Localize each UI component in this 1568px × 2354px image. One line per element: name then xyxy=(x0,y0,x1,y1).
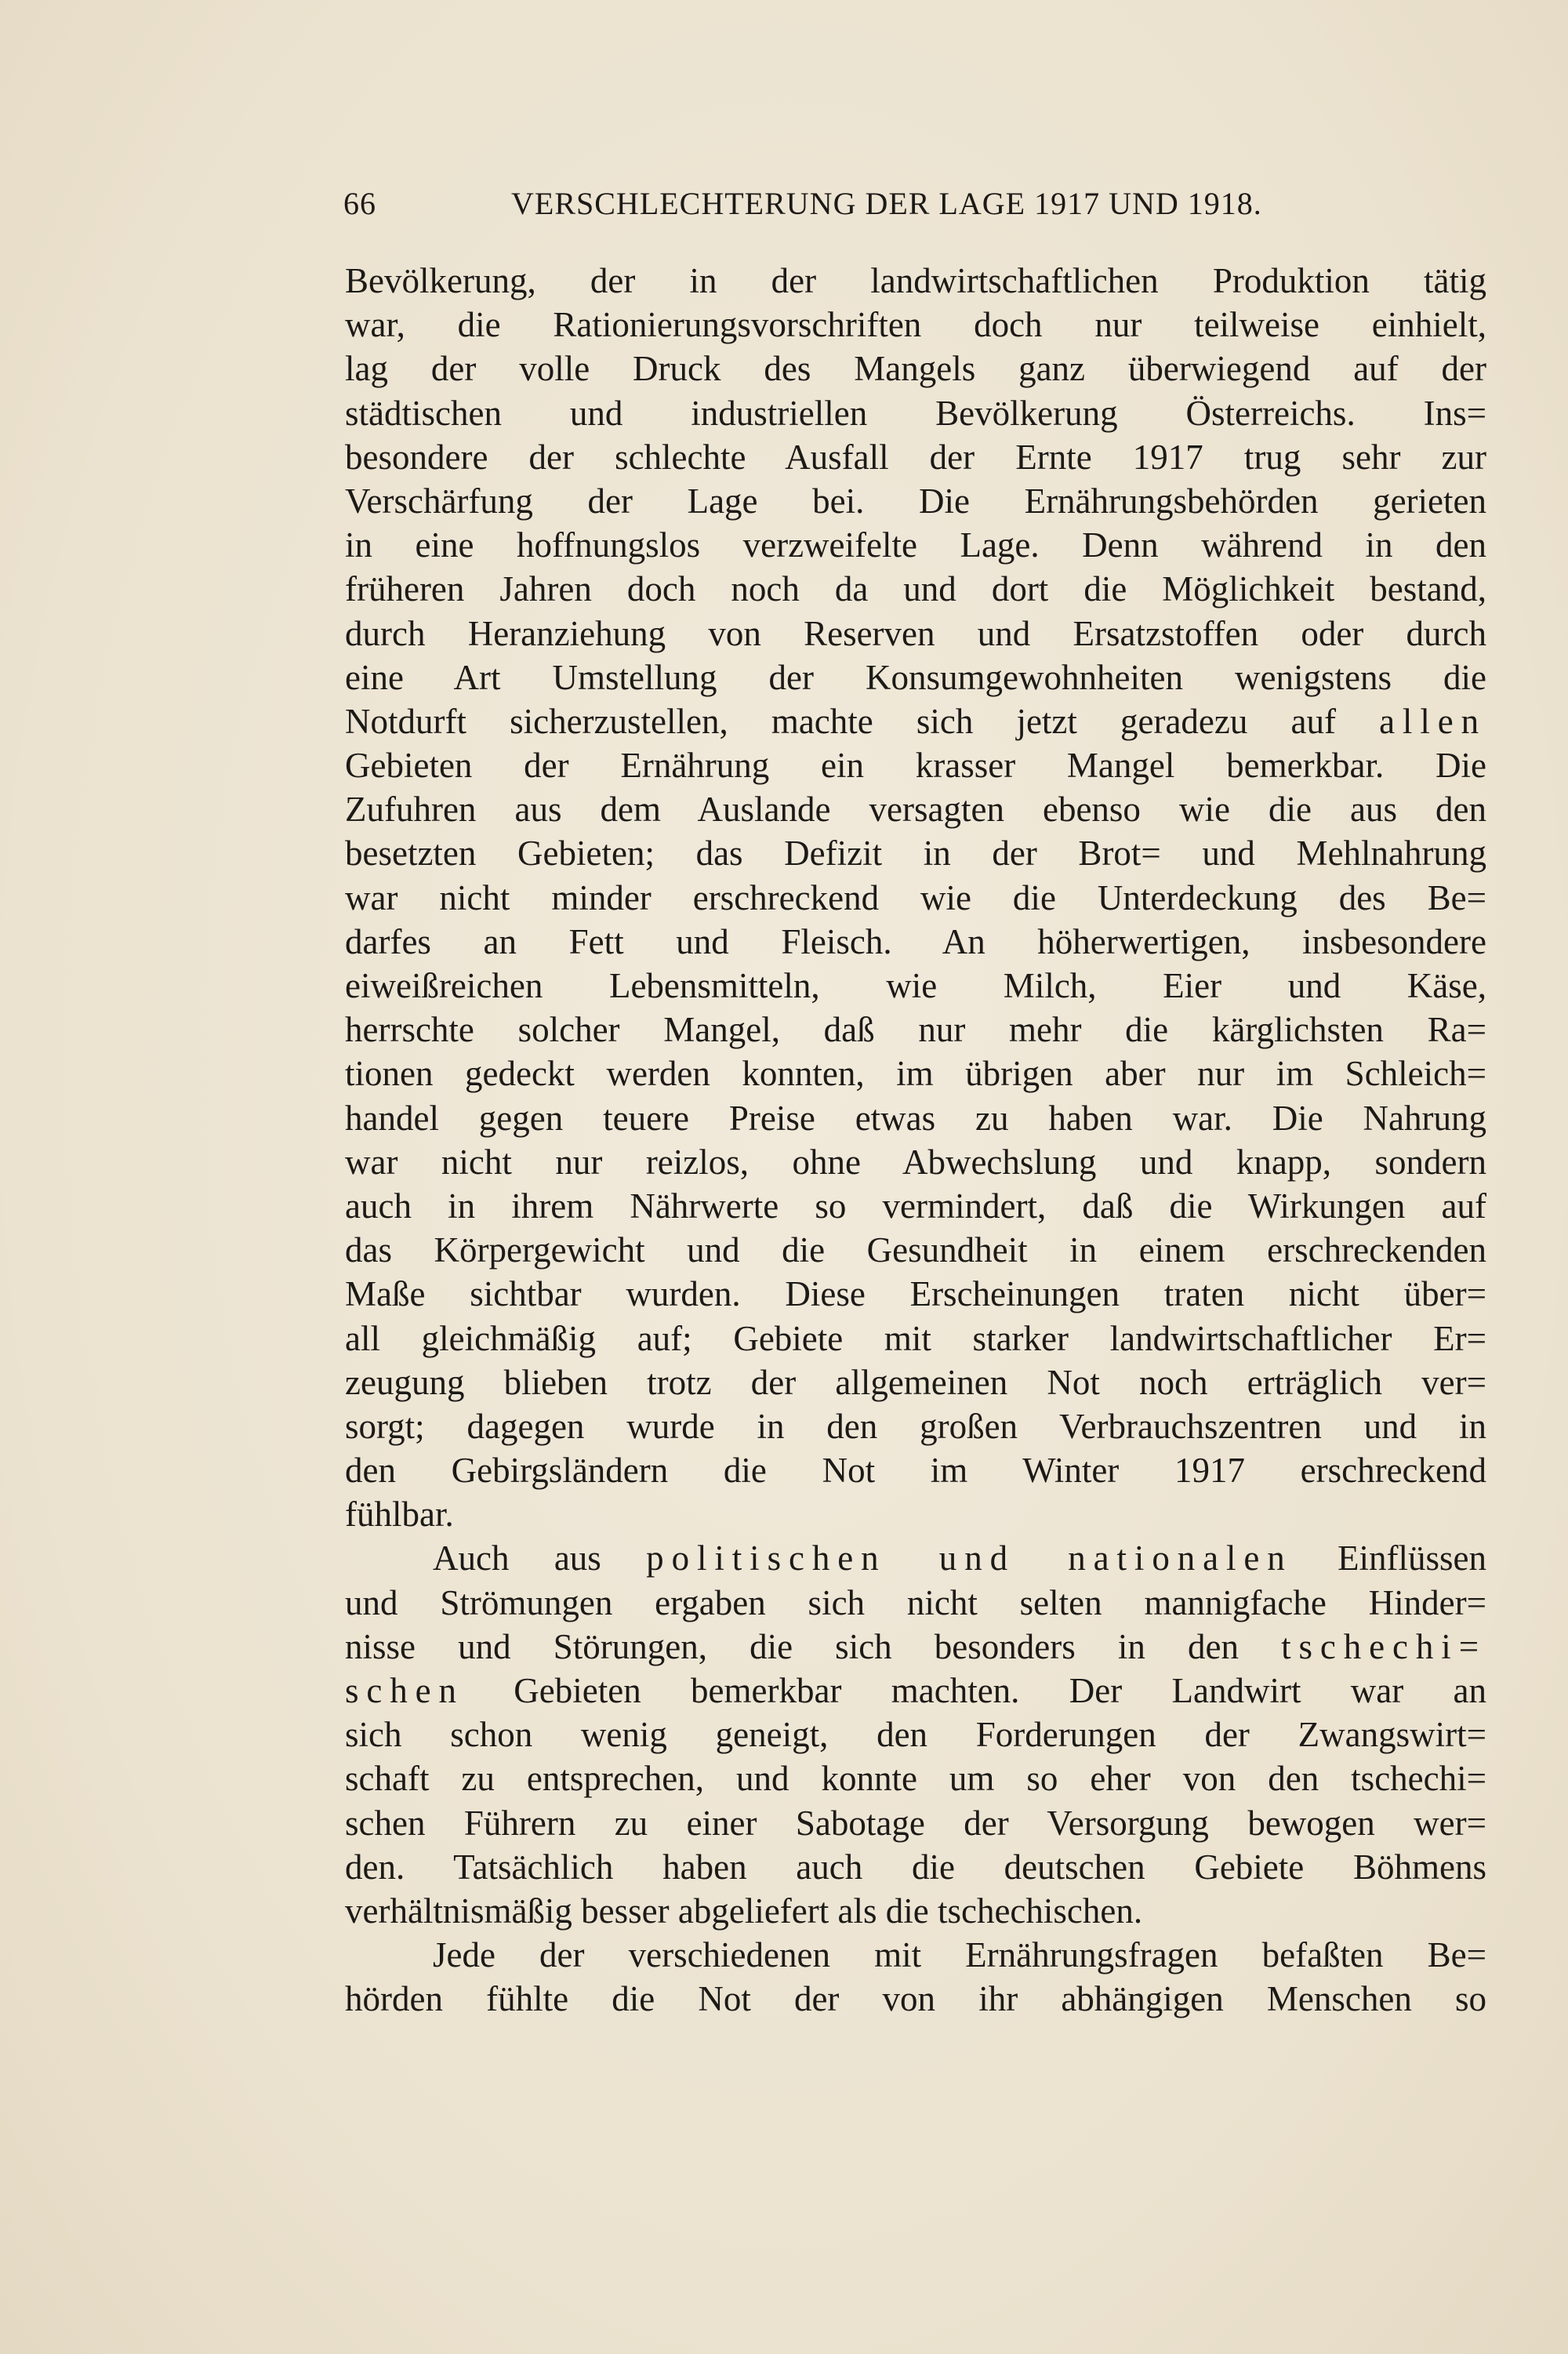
emphasized-phrase: politischen und nationalen xyxy=(646,1538,1293,1578)
text-line: fühlbar. xyxy=(345,1495,454,1535)
emphasized-word: allen xyxy=(1379,701,1487,741)
text-line: durch Heranziehung von Reserven und Ersatzstoffen oder durch xyxy=(345,613,1486,653)
page-number: 66 xyxy=(343,186,376,221)
text-line: und Strömungen ergaben sich nicht selten mannigfache Hinder= xyxy=(345,1582,1486,1622)
text-segment: nisse und Störungen, die sich besonders in den xyxy=(345,1626,1239,1666)
text-line: in eine hoffnungslos verzweifelte Lage. Denn während in den xyxy=(345,525,1486,565)
text-line: zeugung blieben trotz der allgemeinen Not noch erträglich ver= xyxy=(345,1362,1486,1402)
text-segment: Notdurft sicherzustellen, machte sich jetzt geradezu auf xyxy=(345,701,1336,741)
text-line: herrschte solcher Mangel, daß nur mehr die kärglichsten Ra= xyxy=(345,1010,1486,1050)
text-line: all gleichmäßig auf; Gebiete mit starker landwirtschaftlicher Er= xyxy=(345,1318,1486,1358)
text-line: eiweißreichen Lebensmitteln, wie Milch, Eier und Käse, xyxy=(345,966,1486,1005)
text-line: hörden fühlte die Not der von ihr abhängigen Menschen so xyxy=(345,1979,1486,2019)
text-segment: Auch aus xyxy=(433,1538,601,1578)
text-line: darfes an Fett und Fleisch. An höherwertigen, insbesondere xyxy=(345,921,1486,961)
text-line: lag der volle Druck des Mangels ganz überwiegend auf der xyxy=(345,349,1486,389)
text-line: sorgt; dagegen wurde in den großen Verbrauchszentren und in xyxy=(345,1406,1486,1446)
text-line: Jede der verschiedenen mit Ernährungsfragen befaßten Be= xyxy=(433,1935,1486,1975)
text-line: Gebieten der Ernährung ein krasser Mangel bemerkbar. Die xyxy=(345,746,1486,786)
text-line xyxy=(345,1669,1486,1713)
text-line: städtischen und industriellen Bevölkerung Österreichs. Ins= xyxy=(345,393,1486,433)
running-head xyxy=(343,185,1333,224)
text-line: sich schon wenig geneigt, den Forderungen der Zwangswirt= xyxy=(345,1715,1486,1755)
text-line xyxy=(345,1536,1486,1580)
text-line: schaft zu entsprechen, und konnte um so eher von den tschechi= xyxy=(345,1759,1486,1799)
text-line: war nicht minder erschreckend wie die Unterdeckung des Be= xyxy=(345,877,1486,917)
text-line xyxy=(345,699,1486,743)
text-line xyxy=(345,1625,1486,1669)
text-line: Maße sichtbar wurden. Diese Erscheinungen traten nicht über= xyxy=(345,1274,1486,1314)
text-line: Zufuhren aus dem Auslande versagten ebenso wie die aus den xyxy=(345,790,1486,830)
text-line: den Gebirgsländern die Not im Winter 1917 erschreckend xyxy=(345,1451,1486,1491)
text-line: Verschärfung der Lage bei. Die Ernährungsbehörden gerieten xyxy=(345,481,1486,521)
text-line: den. Tatsächlich haben auch die deutschen Gebiete Böhmens xyxy=(345,1847,1486,1887)
text-line: Bevölkerung, der in der landwirtschaftlichen Produktion tätig xyxy=(345,261,1486,300)
text-segment: Einflüssen xyxy=(1338,1538,1487,1578)
text-line: das Körpergewicht und die Gesundheit in einem erschreckenden xyxy=(345,1230,1486,1270)
text-line: früheren Jahren doch noch da und dort die Möglichkeit bestand, xyxy=(345,569,1486,609)
running-head-title: VERSCHLECHTERUNG DER LAGE 1917 UND 1918. xyxy=(511,186,1262,221)
body-text xyxy=(345,259,1486,2022)
text-line: tionen gedeckt werden konnten, im übrigen aber nur im Schleich= xyxy=(345,1054,1486,1094)
text-line: schen Führern zu einer Sabotage der Versorgung bewogen wer= xyxy=(345,1803,1486,1843)
text-line: eine Art Umstellung der Konsumgewohnheiten wenigstens die xyxy=(345,657,1486,697)
text-line: war nicht nur reizlos, ohne Abwechslung und knapp, sondern xyxy=(345,1142,1486,1182)
text-segment: Gebieten bemerkbar machten. Der Landwirt war an xyxy=(514,1671,1487,1710)
emphasized-word: schen xyxy=(345,1671,464,1710)
text-line: verhältnismäßig besser abgeliefert als die tschechischen. xyxy=(345,1891,1143,1931)
text-line: war, die Rationierungsvorschriften doch nur teilweise einhielt, xyxy=(345,305,1486,345)
text-line: auch in ihrem Nährwerte so vermindert, daß die Wirkungen auf xyxy=(345,1186,1486,1226)
emphasized-word: tschechi= xyxy=(1281,1626,1486,1666)
text-line: handel gegen teuere Preise etwas zu haben war. Die Nahrung xyxy=(345,1098,1486,1138)
text-line: besetzten Gebieten; das Defizit in der Brot= und Mehlnahrung xyxy=(345,834,1486,874)
text-line: besondere der schlechte Ausfall der Ernte 1917 trug sehr zur xyxy=(345,437,1486,477)
